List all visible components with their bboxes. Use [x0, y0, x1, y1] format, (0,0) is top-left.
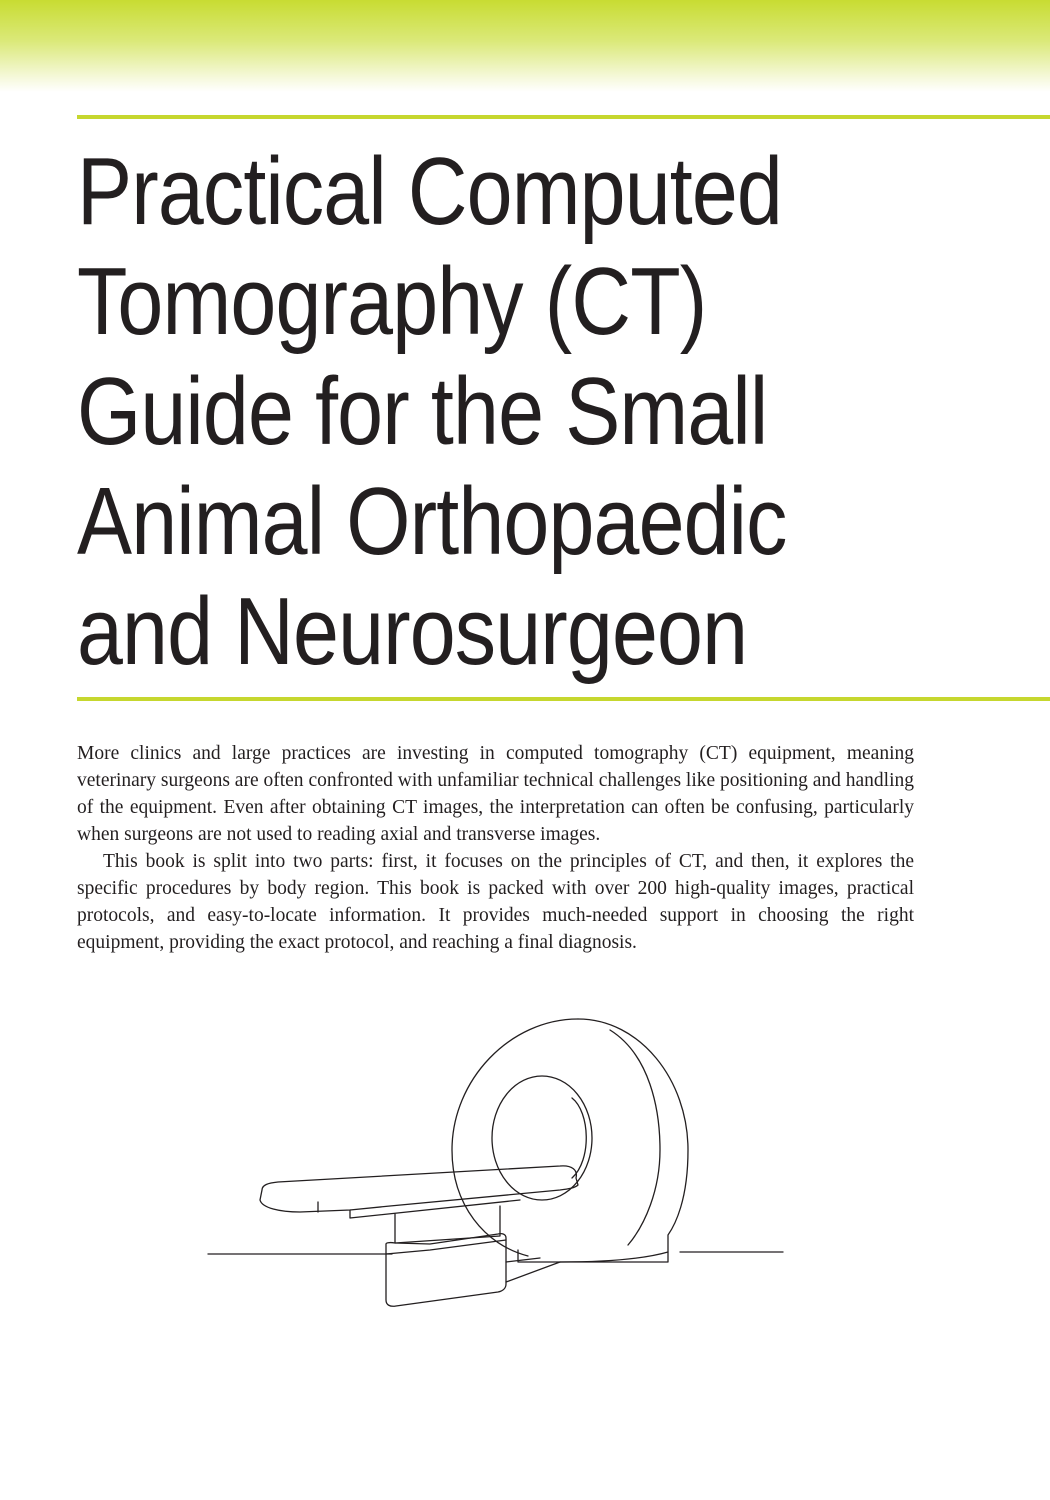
title-line: Animal Orthopaedic [77, 468, 787, 575]
description-paragraph: This book is split into two parts: first, it focuses on the principles of CT, and then, it explores the specific procedures by body region. This book is packed with over 200 high-quality images, practical protocols, and easy-to-locate information. It provides much-needed support in choosing the right equipment, providing the exact protocol, and reaching a final diagnosis. [77, 851, 914, 953]
book-title [77, 137, 903, 687]
title-line: Practical Computed [77, 138, 782, 245]
header-gradient-band [0, 0, 1050, 92]
title-line: Guide for the Small [77, 358, 768, 465]
book-description [77, 740, 914, 956]
title-bottom-rule [77, 697, 1050, 701]
ct-scanner-icon [200, 1010, 800, 1320]
title-top-rule [77, 115, 1050, 119]
title-line: and Neurosurgeon [77, 578, 748, 685]
title-line: Tomography (CT) [77, 248, 707, 355]
description-paragraph: More clinics and large practices are investing in computed tomography (CT) equipment, meaning veterinary surgeons are often confronted with unfamiliar technical challenges like positioning and handling of the equipment. Even after obtaining CT images, the interpretation can often be confusing, particularly when surgeons are not used to reading axial and transverse images. [77, 743, 914, 845]
